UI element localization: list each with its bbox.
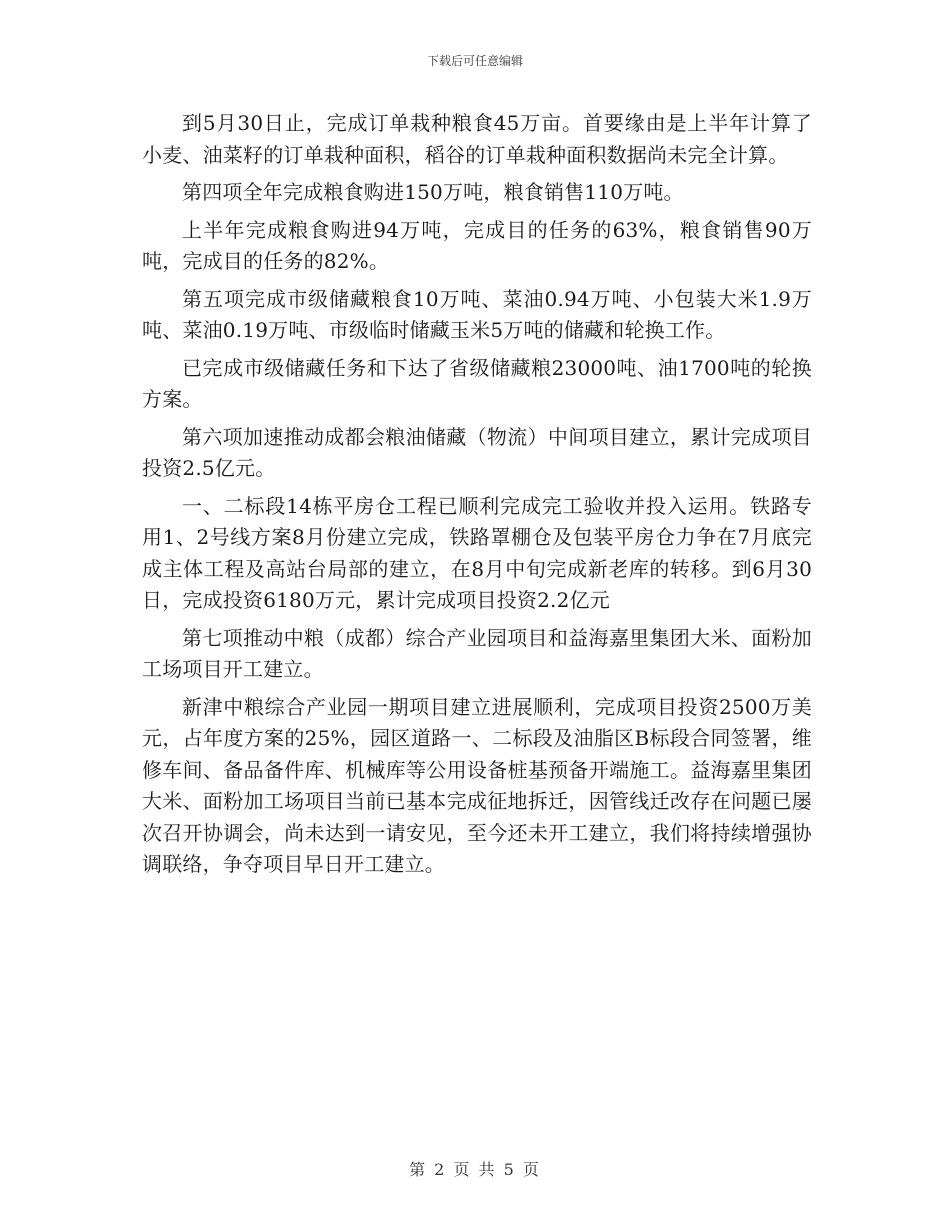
paragraph-1: 到5月30日止，完成订单栽种粮食45万亩。首要缘由是上半年计算了小麦、油菜籽的订单栽种面积，稻谷的订单栽种面积数据尚未完全计算。 xyxy=(142,111,812,167)
paragraph-3: 上半年完成粮食购进94万吨，完成目的任务的63%，粮食销售90万吨，完成目的任务的82%。 xyxy=(142,217,812,273)
document-body xyxy=(142,108,812,881)
paragraph-2: 第四项全年完成粮食购进150万吨，粮食销售110万吨。 xyxy=(182,180,684,204)
paragraph-9: 新津中粮综合产业园一期项目建立进展顺利，完成项目投资2500万美元，占年度方案的25%，园区道路一、二标段及油脂区B标段合同签署，维修车间、备品备件库、机械库等公用设备桩基预备开端施工。益海嘉里集团大米、面粉加工场项目当前已基本完成征地拆迁，因管线迁改存在问题已屡次召开协调会，尚未达到一请安见，至今还未开工建立，我们将持续增强协调联络，争夺项目早日开工建立。 xyxy=(142,694,812,876)
paragraph-7: 一、二标段14栋平房仓工程已顺利完成完工验收并投入运用。铁路专用1、2号线方案8月份建立完成，铁路罩棚仓及包装平房仓力争在7月底完成主体工程及高站台局部的建立，在8月中旬完成新老库的转移。到6月30日，完成投资6180万元，累计完成项目投资2.2亿元 xyxy=(142,493,812,612)
page-header: 下载后可任意编辑 xyxy=(426,54,523,68)
paragraph-8: 第七项推动中粮（成都）综合产业园项目和益海嘉里集团大米、面粉加工场项目开工建立。 xyxy=(142,625,812,681)
paragraph-6: 第六项加速推动成都会粮油储藏（物流）中间项目建立，累计完成项目投资2.5亿元。 xyxy=(142,424,812,480)
page-footer: 第 2 页 共 5 页 xyxy=(409,1160,541,1179)
paragraph-5: 已完成市级储藏任务和下达了省级储藏粮23000吨、油1700吨的轮换方案。 xyxy=(142,355,812,411)
paragraph-4: 第五项完成市级储藏粮食10万吨、菜油0.94万吨、小包装大米1.9万吨、菜油0.19万吨、市级临时储藏玉米5万吨的储藏和轮换工作。 xyxy=(142,286,812,342)
